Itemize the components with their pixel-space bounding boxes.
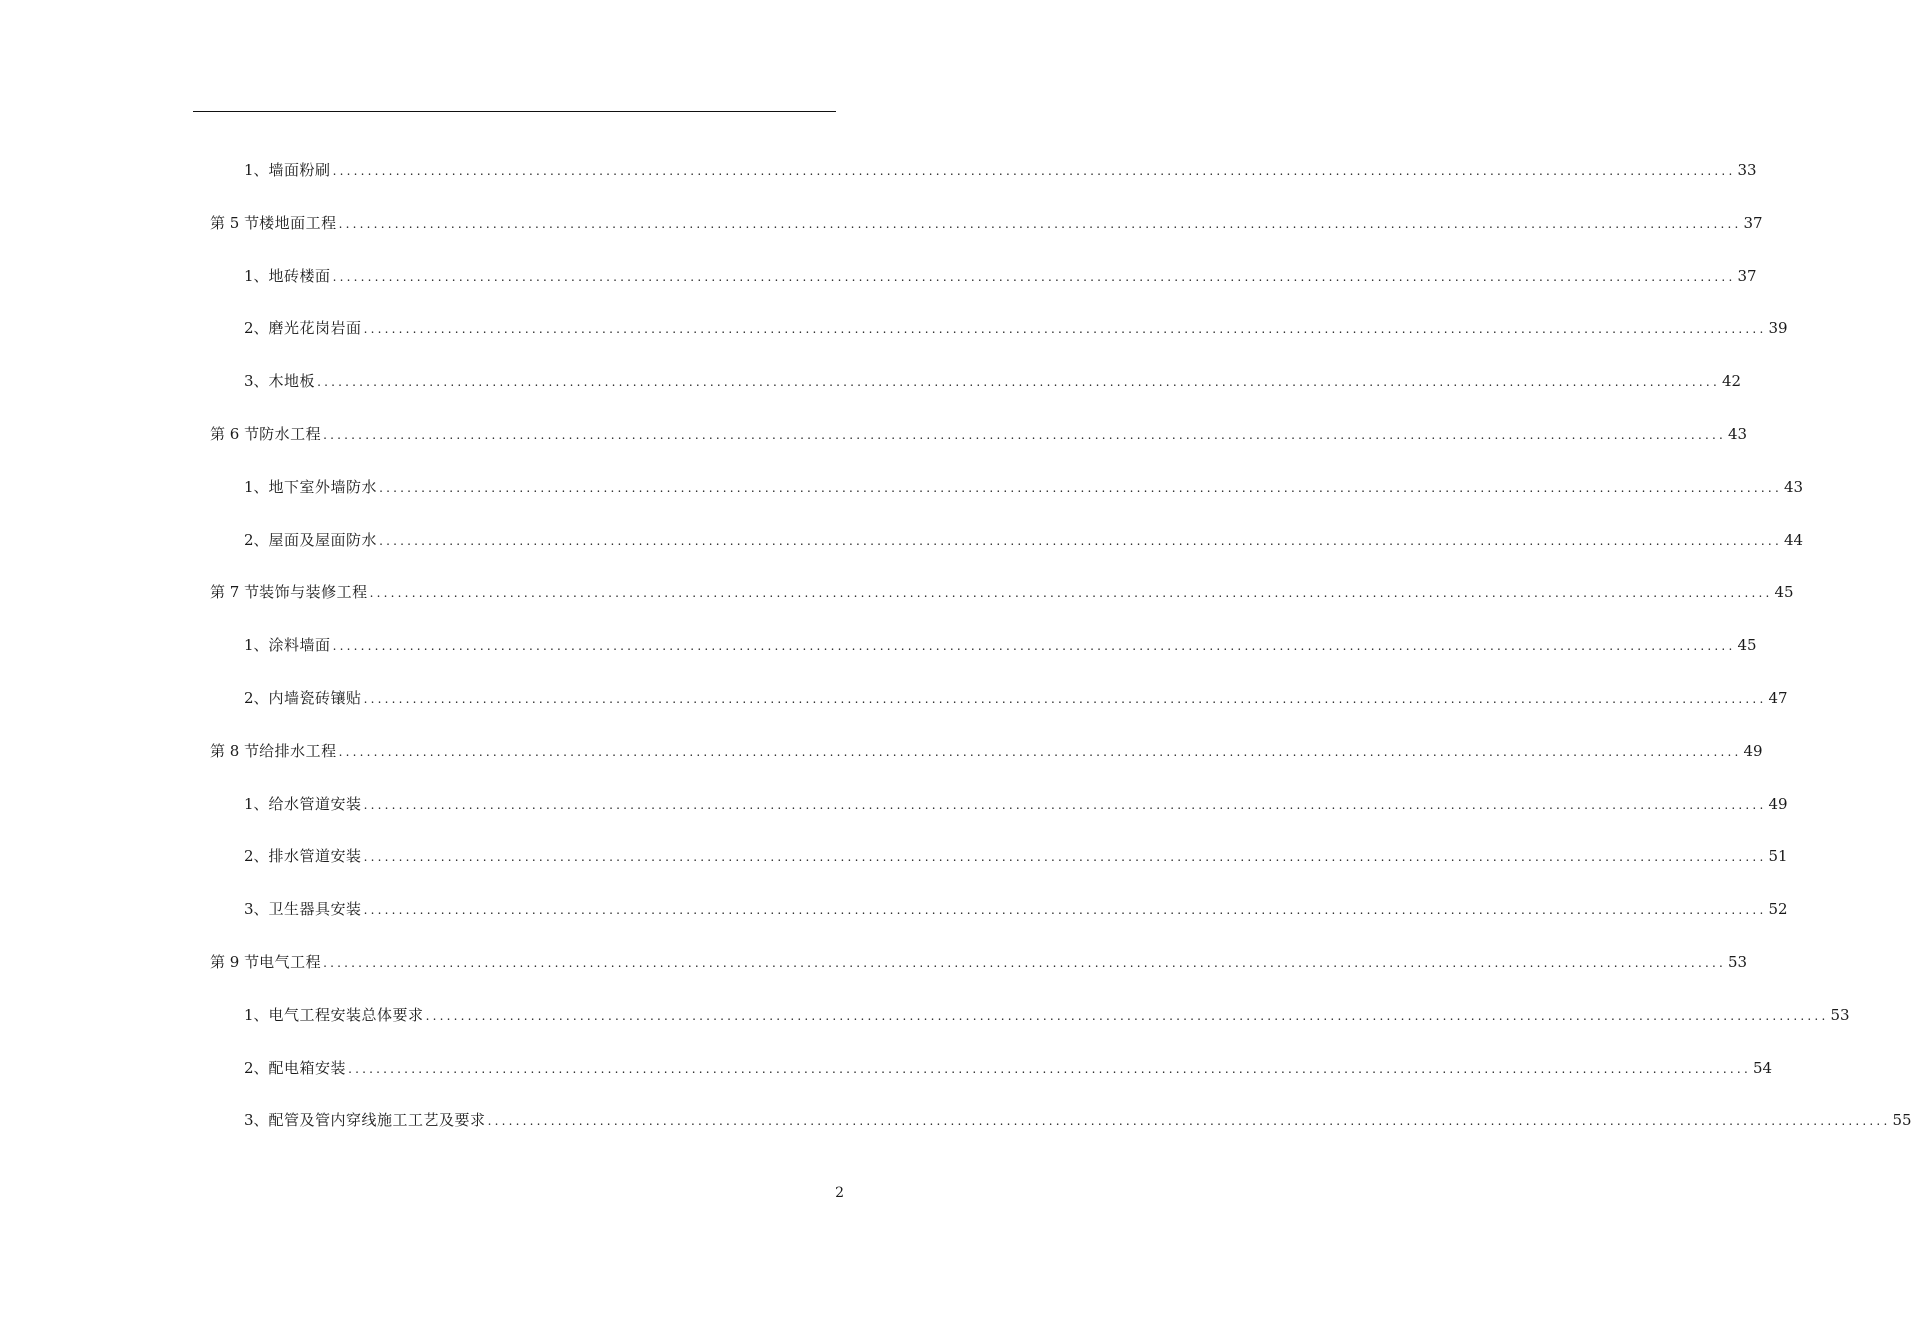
toc-entry-page: 39 bbox=[1768, 319, 1788, 337]
toc-entry-title: 装饰与装修工程 bbox=[259, 583, 368, 601]
toc-entry-page: 49 bbox=[1743, 742, 1763, 760]
toc-entry-page: 43 bbox=[1728, 425, 1748, 443]
toc-entry-title: 地下室外墙防水 bbox=[268, 478, 378, 496]
toc-dot-leader: ........................................................................................................................................................................................................ bbox=[363, 850, 1767, 864]
toc-entry-title: 防水工程 bbox=[259, 425, 322, 443]
toc-entry-title: 木地板 bbox=[268, 372, 316, 390]
toc-section-entry[interactable] bbox=[210, 580, 1794, 604]
toc-entry-page: 54 bbox=[1752, 1059, 1773, 1077]
toc-subsection-entry[interactable] bbox=[244, 316, 1788, 340]
toc-section-entry[interactable] bbox=[210, 739, 1763, 763]
toc-dot-leader: ........................................................................................................................................................................................................ bbox=[332, 164, 1736, 178]
toc-entry-page: 51 bbox=[1768, 847, 1788, 865]
toc-entry-page: 37 bbox=[1737, 267, 1757, 285]
toc-entry-title: 地砖楼面 bbox=[268, 267, 331, 285]
toc-entry-page: 52 bbox=[1768, 900, 1788, 918]
toc-entry-number: 1、 bbox=[244, 478, 269, 496]
footer-page-number: 2 bbox=[835, 1185, 844, 1201]
toc-dot-leader: ........................................................................................................................................................................................................ bbox=[317, 375, 1720, 389]
toc-dot-leader: ........................................................................................................................................................................................................ bbox=[338, 745, 1742, 759]
toc-subsection-entry[interactable] bbox=[244, 475, 1804, 499]
toc-dot-leader: ........................................................................................................................................................................................................ bbox=[425, 1009, 1829, 1023]
toc-subsection-entry[interactable] bbox=[244, 528, 1804, 552]
toc-entry-page: 49 bbox=[1768, 795, 1788, 813]
toc-entry-title: 电气工程安装总体要求 bbox=[268, 1006, 424, 1024]
toc-section-entry[interactable] bbox=[210, 950, 1748, 974]
toc-entry-page: 33 bbox=[1737, 161, 1757, 179]
toc-entry-title: 磨光花岗岩面 bbox=[268, 319, 362, 337]
toc-entry-number: 第 7 节 bbox=[210, 583, 260, 601]
toc-entry-number: 2、 bbox=[244, 847, 269, 865]
toc-entry-title: 屋面及屋面防水 bbox=[268, 531, 378, 549]
toc-dot-leader: ........................................................................................................................................................................................................ bbox=[363, 692, 1767, 706]
toc-dot-leader: ........................................................................................................................................................................................................ bbox=[487, 1114, 1891, 1128]
toc-dot-leader: ........................................................................................................................................................................................................ bbox=[348, 1062, 1751, 1076]
toc-dot-leader: ........................................................................................................................................................................................................ bbox=[379, 481, 1782, 495]
toc-entry-page: 43 bbox=[1783, 478, 1804, 496]
toc-entry-number: 1、 bbox=[244, 1006, 269, 1024]
toc-subsection-entry[interactable] bbox=[244, 369, 1742, 393]
toc-entry-title: 涂料墙面 bbox=[268, 636, 331, 654]
toc-dot-leader: ........................................................................................................................................................................................................ bbox=[332, 270, 1736, 284]
toc-entry-number: 第 6 节 bbox=[210, 425, 260, 443]
toc-entry-page: 55 bbox=[1892, 1111, 1912, 1129]
toc-section-entry[interactable] bbox=[210, 422, 1748, 446]
toc-entry-page: 53 bbox=[1728, 953, 1748, 971]
toc-dot-leader: ........................................................................................................................................................................................................ bbox=[338, 217, 1742, 231]
toc-entry-number: 2、 bbox=[244, 531, 269, 549]
toc-entry-title: 给水管道安装 bbox=[268, 795, 362, 813]
toc-entry-number: 1、 bbox=[244, 795, 269, 813]
toc-dot-leader: ........................................................................................................................................................................................................ bbox=[323, 428, 1726, 442]
toc-entry-number: 3、 bbox=[244, 1111, 269, 1129]
toc-entry-number: 3、 bbox=[244, 900, 269, 918]
toc-entry-number: 1、 bbox=[244, 161, 269, 179]
toc-subsection-entry[interactable] bbox=[244, 897, 1788, 921]
toc-entry-title: 电气工程 bbox=[259, 953, 322, 971]
toc-dot-leader: ........................................................................................................................................................................................................ bbox=[369, 586, 1773, 600]
toc-entry-title: 卫生器具安装 bbox=[268, 900, 362, 918]
toc-subsection-entry[interactable] bbox=[244, 686, 1788, 710]
toc-entry-title: 内墙瓷砖镶贴 bbox=[268, 689, 362, 707]
toc-dot-leader: ........................................................................................................................................................................................................ bbox=[379, 534, 1782, 548]
toc-entry-title: 配管及管内穿线施工工艺及要求 bbox=[268, 1111, 486, 1129]
toc-subsection-entry[interactable] bbox=[244, 792, 1788, 816]
toc-entry-number: 1、 bbox=[244, 636, 269, 654]
toc-entry-title: 排水管道安装 bbox=[268, 847, 362, 865]
toc-entry-title: 给排水工程 bbox=[259, 742, 337, 760]
toc-subsection-entry[interactable] bbox=[244, 844, 1788, 868]
toc-dot-leader: ........................................................................................................................................................................................................ bbox=[323, 956, 1726, 970]
toc-entry-number: 2、 bbox=[244, 319, 269, 337]
toc-dot-leader: ........................................................................................................................................................................................................ bbox=[363, 903, 1767, 917]
toc-entry-page: 47 bbox=[1768, 689, 1788, 707]
toc-entry-title: 墙面粉刷 bbox=[268, 161, 331, 179]
toc-entry-page: 53 bbox=[1830, 1006, 1850, 1024]
toc-entry-title: 配电箱安装 bbox=[268, 1059, 347, 1077]
toc-entry-number: 1、 bbox=[244, 267, 269, 285]
toc-entry-number: 第 9 节 bbox=[210, 953, 260, 971]
toc-entry-page: 45 bbox=[1737, 636, 1757, 654]
toc-dot-leader: ........................................................................................................................................................................................................ bbox=[332, 639, 1736, 653]
toc-entry-number: 2、 bbox=[244, 1059, 269, 1077]
toc-entry-page: 37 bbox=[1743, 214, 1763, 232]
toc-entry-page: 44 bbox=[1783, 531, 1804, 549]
toc-subsection-entry[interactable] bbox=[244, 1108, 1912, 1132]
toc-subsection-entry[interactable] bbox=[244, 1056, 1773, 1080]
toc-dot-leader: ........................................................................................................................................................................................................ bbox=[363, 322, 1767, 336]
toc-subsection-entry[interactable] bbox=[244, 264, 1757, 288]
header-rule bbox=[193, 111, 836, 112]
toc-entry-number: 第 8 节 bbox=[210, 742, 260, 760]
toc-entry-page: 42 bbox=[1721, 372, 1742, 390]
toc-entry-page: 45 bbox=[1774, 583, 1794, 601]
toc-entry-title: 楼地面工程 bbox=[259, 214, 337, 232]
toc-entry-number: 2、 bbox=[244, 689, 269, 707]
toc-section-entry[interactable] bbox=[210, 211, 1763, 235]
toc-subsection-entry[interactable] bbox=[244, 1003, 1850, 1027]
toc-entry-number: 第 5 节 bbox=[210, 214, 260, 232]
toc-dot-leader: ........................................................................................................................................................................................................ bbox=[363, 798, 1767, 812]
toc-subsection-entry[interactable] bbox=[244, 158, 1757, 182]
toc-subsection-entry[interactable] bbox=[244, 633, 1757, 657]
toc-entry-number: 3、 bbox=[244, 372, 269, 390]
